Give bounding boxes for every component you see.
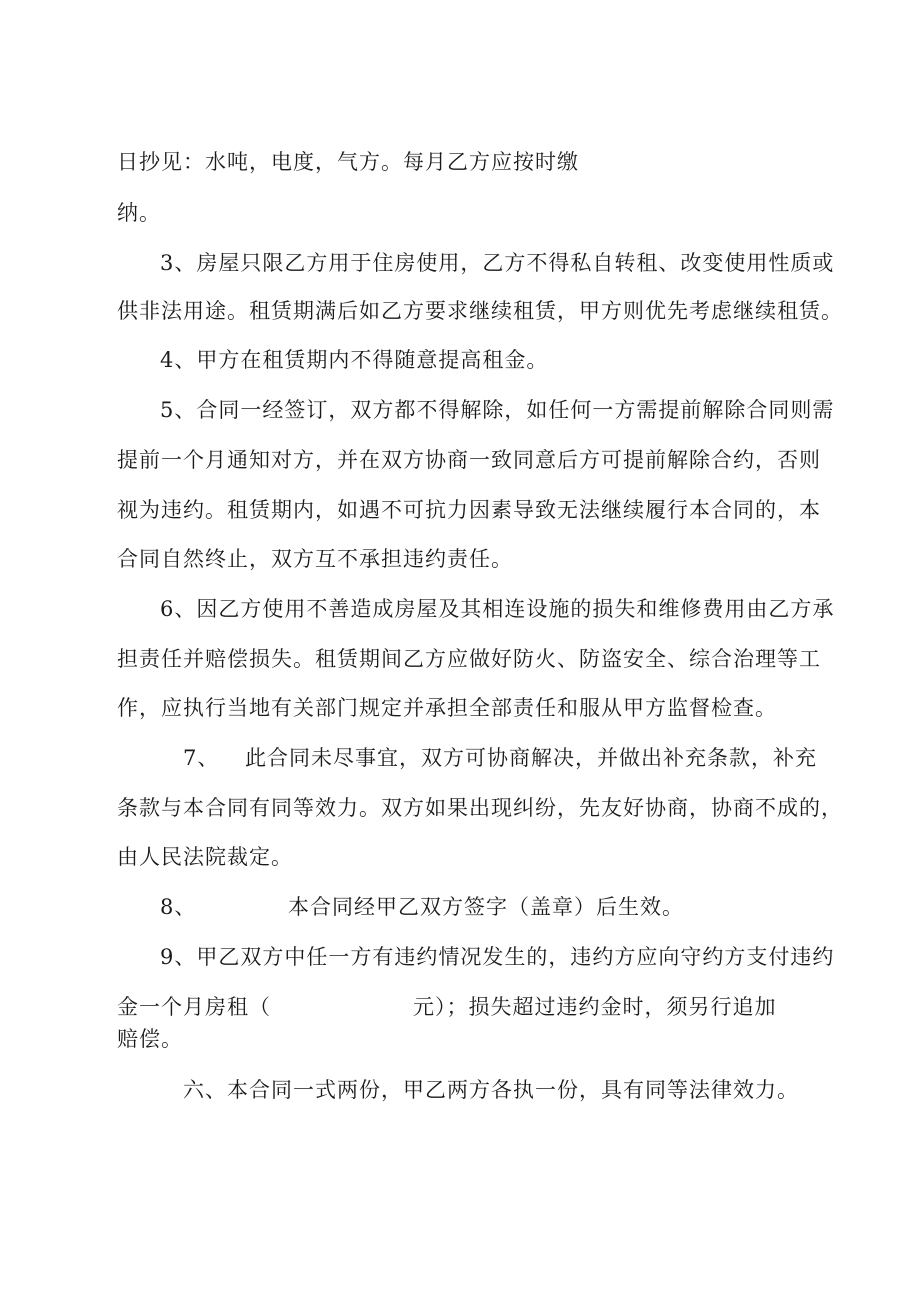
clause-9-line-2-end: 元）；损失超过违约金时，须另行追加: [413, 995, 777, 1019]
clause-8-number: 8、: [160, 895, 197, 919]
meter-reading-line: 日抄见：水吨，电度，气方。每月乙方应按时缴: [117, 150, 579, 174]
clause-7-line-3: 由人民法院裁定。: [117, 845, 293, 869]
clause-9-line-1: 9、甲乙双方中任一方有违约情况发生的，违约方应向守约方支付违约: [160, 945, 835, 969]
clause-3-line-2: 供非法用途。租赁期满后如乙方要求继续租赁，甲方则优先考虑继续租赁。: [117, 299, 843, 323]
clause-5-line-3: 视为违约。租赁期内，如遇不可抗力因素导致无法继续履行本合同的，本: [117, 498, 821, 522]
clause-3-line-1: 3、房屋只限乙方用于住房使用，乙方不得私自转租、改变使用性质或: [160, 251, 835, 275]
clause-6-line-1: 6、因乙方使用不善造成房屋及其相连设施的损失和维修费用由乙方承: [160, 597, 835, 621]
clause-9-line-3: 赔偿。: [117, 1027, 183, 1051]
clause-7-number: 7、: [183, 746, 220, 770]
clause-9-line-2-start: 金一个月房租（: [117, 995, 271, 1019]
clause-5-line-4: 合同自然终止，双方互不承担违约责任。: [117, 547, 513, 571]
clause-5-line-2: 提前一个月通知对方，并在双方协商一致同意后方可提前解除合约，否则: [117, 448, 821, 472]
clause-7-line-2: 条款与本合同有同等效力。双方如果出现纠纷，先友好协商，协商不成的，: [117, 796, 843, 820]
clause-4: 4、甲方在租赁期内不得随意提高租金。: [160, 348, 549, 372]
section-6: 六、本合同一式两份，甲乙两方各执一份，具有同等法律效力。: [183, 1078, 799, 1102]
clause-5-line-1: 5、合同一经签订，双方都不得解除，如任何一方需提前解除合同则需: [160, 398, 835, 422]
meter-reading-line-end: 纳。: [117, 201, 161, 225]
clause-6-line-2: 担责任并赔偿损失。租赁期间乙方应做好防火、防盗安全、综合治理等工: [117, 647, 821, 671]
clause-6-line-3: 作，应执行当地有关部门规定并承担全部责任和服从甲方监督检查。: [117, 696, 777, 720]
clause-7-line-1: 此合同未尽事宜，双方可协商解决，并做出补充条款，补充: [245, 746, 817, 770]
clause-8-text: 本合同经甲乙双方签字（盖章）后生效。: [288, 895, 684, 919]
